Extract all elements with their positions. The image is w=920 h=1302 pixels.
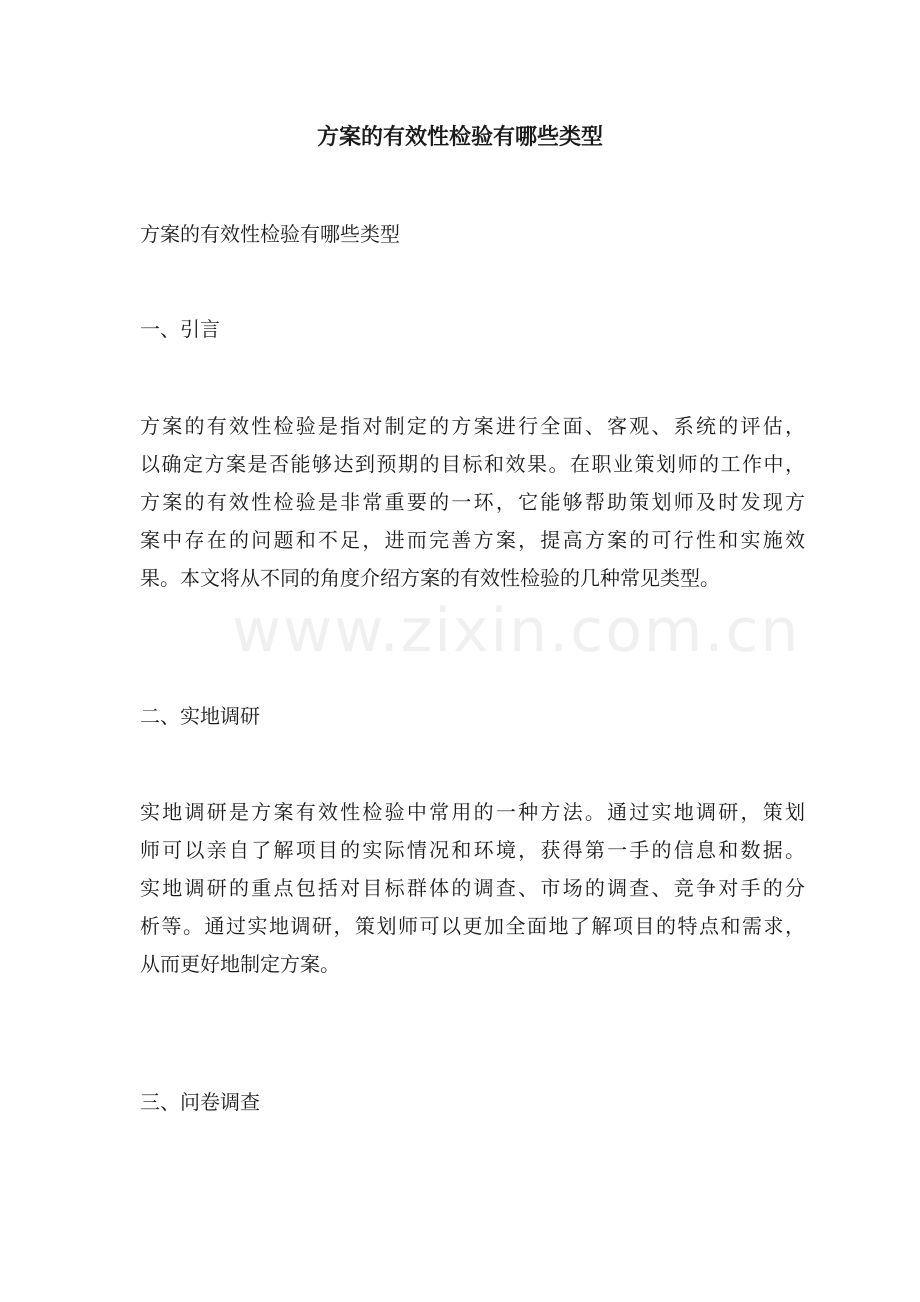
section-paragraph-intro [140,407,805,597]
section-heading-field-research: 二、实地调研 [140,704,260,728]
document-subtitle: 方案的有效性检验有哪些类型 [140,222,400,246]
paragraph-line: 实地调研的重点包括对目标群体的调查、市场的调查、竞争对手的分 [140,876,805,900]
paragraph-line: 析等。通过实地调研，策划师可以更加全面地了解项目的特点和需求， [140,914,805,938]
paragraph-line: 方案的有效性检验是指对制定的方案进行全面、客观、系统的评估， [140,414,805,438]
document-title: 方案的有效性检验有哪些类型 [316,124,603,150]
watermark: www.zixin.com.cn [232,596,801,666]
paragraph-line: 以确定方案是否能够达到预期的目标和效果。在职业策划师的工作中， [140,452,805,476]
paragraph-line: 果。本文将从不同的角度介绍方案的有效性检验的几种常见类型。 [140,566,720,590]
paragraph-line: 实地调研是方案有效性检验中常用的一种方法。通过实地调研，策划 [140,800,805,824]
paragraph-line: 从而更好地制定方案。 [140,952,340,976]
paragraph-line: 案中存在的问题和不足，进而完善方案，提高方案的可行性和实施效 [140,528,805,552]
paragraph-line: 方案的有效性检验是非常重要的一环，它能够帮助策划师及时发现方 [140,490,805,514]
paragraph-line: 师可以亲自了解项目的实际情况和环境，获得第一手的信息和数据。 [140,838,805,862]
section-paragraph-field-research [140,793,805,983]
section-heading-intro: 一、引言 [140,317,220,341]
section-heading-questionnaire: 三、问卷调查 [140,1090,260,1114]
